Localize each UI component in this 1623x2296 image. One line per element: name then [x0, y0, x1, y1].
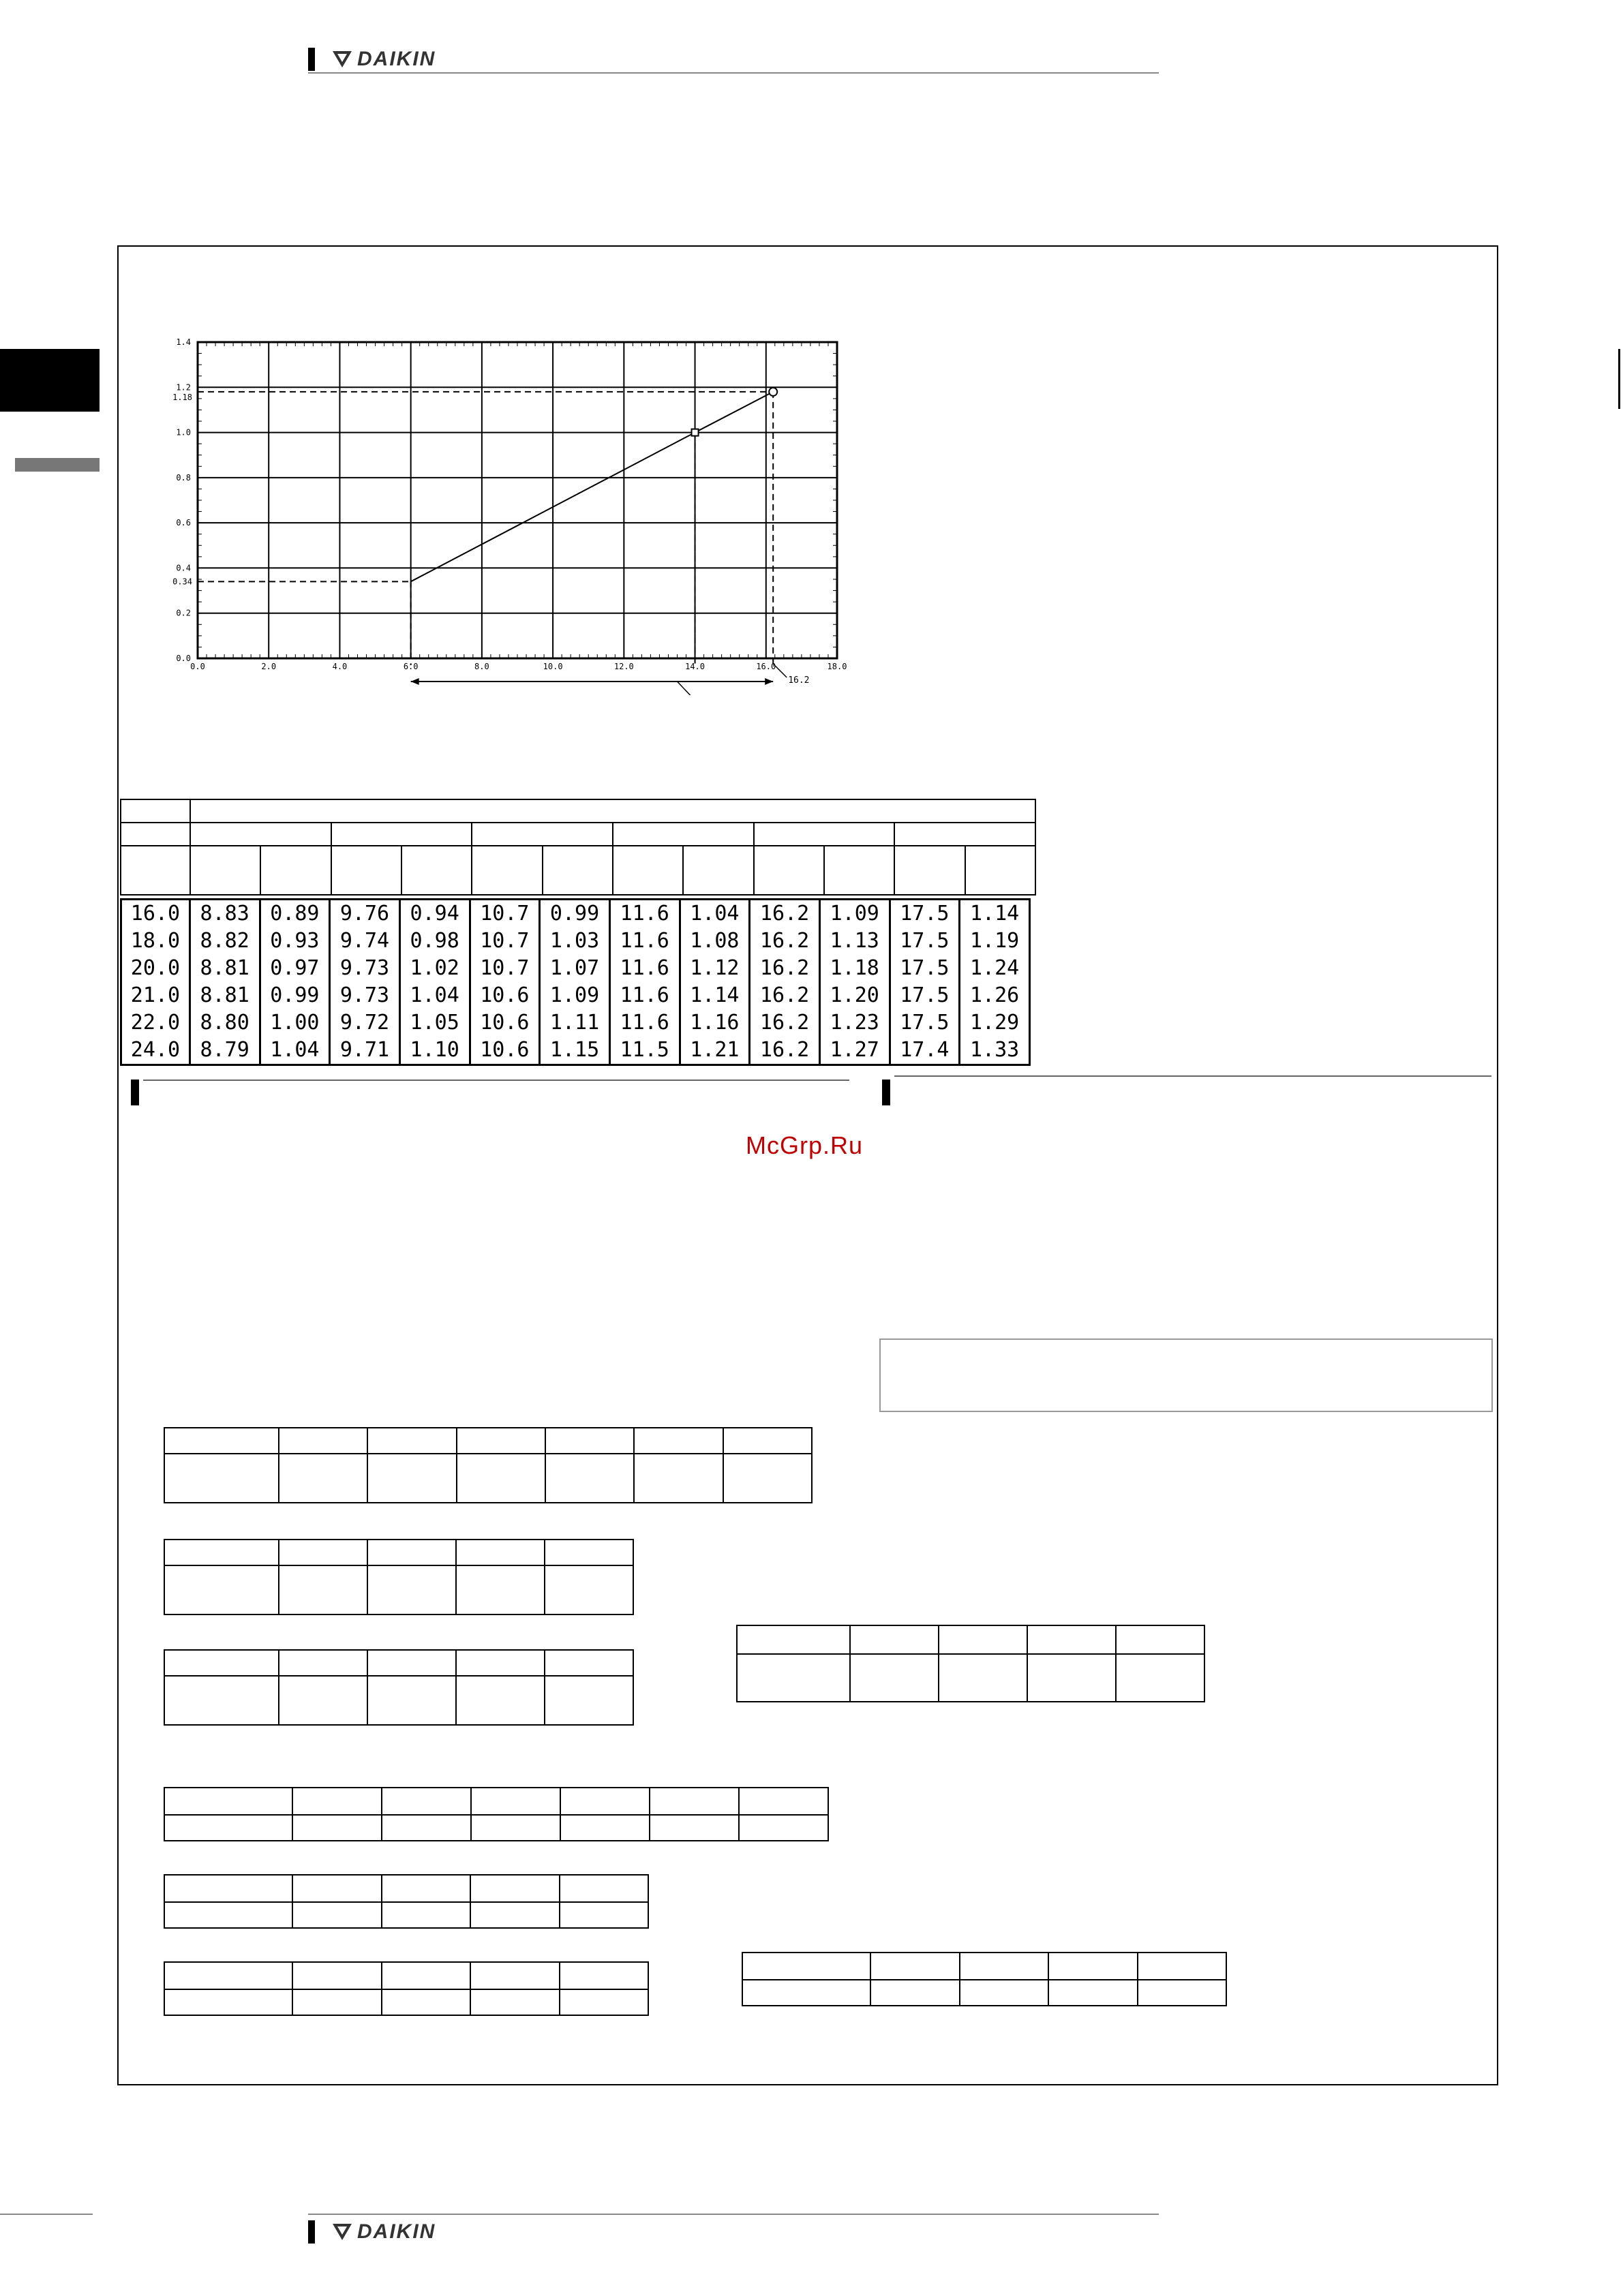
table-row [121, 955, 1030, 982]
footer-logo-bar [308, 2220, 315, 2244]
table-cell: 1.13 [819, 928, 890, 955]
table-cell: 16.2 [750, 955, 820, 982]
table-row [121, 900, 1030, 928]
y-tick-label: 0.8 [176, 472, 191, 483]
section-marker-right [882, 1080, 890, 1105]
table-cell: 10.6 [470, 982, 540, 1009]
table-cell: 1.12 [680, 955, 750, 982]
table-cell: 1.20 [819, 982, 890, 1009]
table-cell: 11.5 [609, 1037, 680, 1065]
x-tick-label: 6.0 [403, 662, 419, 671]
table-cell: 0.94 [399, 900, 470, 928]
table-cell: 1.09 [819, 900, 890, 928]
table-cell: 21.0 [121, 982, 190, 1009]
table-row [121, 928, 1030, 955]
daikin-logo-icon [330, 50, 353, 69]
table-cell: 16.2 [750, 928, 820, 955]
table-cell: 1.11 [540, 1009, 610, 1037]
table-cell: 1.04 [260, 1037, 330, 1065]
table-cell: 17.5 [890, 1009, 960, 1037]
x-tick-label: 16.0 [756, 662, 776, 671]
header-rule [308, 72, 1159, 74]
table-cell: 1.33 [960, 1037, 1030, 1065]
section-marker-left [131, 1080, 139, 1105]
data-table [120, 898, 1031, 1066]
blank-table-4 [736, 1625, 1205, 1702]
table-cell: 1.26 [960, 982, 1030, 1009]
table-cell: 1.24 [960, 955, 1030, 982]
y-tick-label: 1.4 [176, 337, 191, 347]
y-tick-label: 0.6 [176, 518, 191, 528]
table-cell: 9.73 [330, 955, 400, 982]
range-arrowhead [765, 678, 773, 685]
footer-logo [308, 2220, 436, 2244]
table-cell: 0.93 [260, 928, 330, 955]
x-tick-label: 2.0 [261, 662, 277, 671]
data-point [769, 388, 777, 396]
blank-table-8 [742, 1952, 1227, 2006]
table-cell: 17.5 [890, 955, 960, 982]
table-cell: 11.6 [609, 982, 680, 1009]
table-cell: 1.19 [960, 928, 1030, 955]
table-cell: 8.80 [189, 1009, 260, 1037]
table-cell: 0.99 [260, 982, 330, 1009]
table-cell: 10.6 [470, 1009, 540, 1037]
x-tick-label: 14.0 [685, 662, 706, 671]
table-cell: 8.83 [189, 900, 260, 928]
table-cell: 17.5 [890, 928, 960, 955]
note-box [879, 1338, 1493, 1412]
table-cell: 16.2 [750, 1037, 820, 1065]
footer-rule [308, 2214, 1159, 2215]
blank-table-2 [164, 1539, 634, 1615]
section-tab [0, 349, 100, 412]
table-cell: 11.6 [609, 1009, 680, 1037]
table-cell: 9.71 [330, 1037, 400, 1065]
table-cell: 9.74 [330, 928, 400, 955]
table-cell: 1.08 [680, 928, 750, 955]
header-logo [308, 48, 436, 71]
table-cell: 8.82 [189, 928, 260, 955]
section-rule-left [143, 1080, 849, 1081]
table-cell: 22.0 [121, 1009, 190, 1037]
table-cell: 1.00 [260, 1009, 330, 1037]
table-cell: 8.81 [189, 982, 260, 1009]
table-cell: 0.89 [260, 900, 330, 928]
table-cell: 11.6 [609, 900, 680, 928]
table-cell: 10.7 [470, 900, 540, 928]
table-cell: 10.7 [470, 955, 540, 982]
table-cell: 10.6 [470, 1037, 540, 1065]
table-cell: 24.0 [121, 1037, 190, 1065]
table-cell: 1.04 [399, 982, 470, 1009]
table-cell: 1.18 [819, 955, 890, 982]
table-cell: 1.10 [399, 1037, 470, 1065]
blank-table-3 [164, 1649, 634, 1726]
daikin-logo-icon [330, 2222, 353, 2241]
data-point [692, 429, 699, 436]
table-row [121, 1009, 1030, 1037]
table-cell: 1.14 [960, 900, 1030, 928]
table-cell: 1.03 [540, 928, 610, 955]
section-rule-right [894, 1075, 1491, 1077]
table-row [121, 982, 1030, 1009]
table-cell: 16.2 [750, 1009, 820, 1037]
y-tick-label: 1.0 [176, 427, 191, 438]
table-cell: 9.76 [330, 900, 400, 928]
table-cell: 1.05 [399, 1009, 470, 1037]
table-cell: 17.4 [890, 1037, 960, 1065]
annotation-16.2: 16.2 [788, 675, 810, 686]
series-line [411, 392, 774, 581]
table-cell: 1.27 [819, 1037, 890, 1065]
section-tab-grey [15, 458, 100, 472]
table-cell: 18.0 [121, 928, 190, 955]
table-cell: 0.97 [260, 955, 330, 982]
table-cell: 1.21 [680, 1037, 750, 1065]
table-cell: 1.29 [960, 1009, 1030, 1037]
annotation-0.34: 0.34 [172, 577, 192, 587]
table-cell: 16.0 [121, 900, 190, 928]
watermark: McGrp.Ru [746, 1131, 864, 1159]
table-cell: 0.99 [540, 900, 610, 928]
plot-frame [198, 342, 837, 658]
table-cell: 1.14 [680, 982, 750, 1009]
y-tick-label: 1.2 [176, 382, 191, 393]
y-tick-label: 0.4 [176, 563, 191, 573]
blank-table-6 [164, 1874, 649, 1929]
table-row [121, 1037, 1030, 1065]
table-cell: 16.2 [750, 982, 820, 1009]
footer-brand: DAIKIN [357, 2220, 436, 2243]
range-arrowhead [411, 678, 419, 685]
correction-chart [157, 334, 866, 695]
x-tick-label: 8.0 [474, 662, 489, 671]
header-logo-bar [308, 48, 315, 71]
x-tick-label: 18.0 [827, 662, 847, 671]
x-tick-label: 4.0 [332, 662, 348, 671]
footer-left-rule [0, 2214, 93, 2215]
table-cell: 1.15 [540, 1037, 610, 1065]
table-cell: 8.81 [189, 955, 260, 982]
table-cell: 1.16 [680, 1009, 750, 1037]
table-cell: 11.6 [609, 928, 680, 955]
leader-line [678, 682, 692, 695]
x-tick-label: 12.0 [613, 662, 634, 671]
table-cell: 9.72 [330, 1009, 400, 1037]
table-cell: 16.2 [750, 900, 820, 928]
table-cell: 1.07 [540, 955, 610, 982]
annotation-1.18: 1.18 [172, 392, 192, 402]
table-cell: 20.0 [121, 955, 190, 982]
table-cell: 9.73 [330, 982, 400, 1009]
x-tick-label: 10.0 [543, 662, 563, 671]
data-table-header [120, 799, 1036, 896]
table-cell: 10.7 [470, 928, 540, 955]
blank-table-5 [164, 1787, 829, 1841]
blank-table-7 [164, 1961, 649, 2016]
y-tick-label: 0.2 [176, 608, 191, 618]
y-tick-label: 0.0 [176, 654, 191, 663]
table-cell: 11.6 [609, 955, 680, 982]
table-cell: 1.23 [819, 1009, 890, 1037]
table-cell: 17.5 [890, 982, 960, 1009]
table-cell: 17.5 [890, 900, 960, 928]
table-cell: 8.79 [189, 1037, 260, 1065]
x-tick-label: 0.0 [190, 662, 205, 671]
table-cell: 0.98 [399, 928, 470, 955]
blank-table-1 [164, 1427, 813, 1503]
header-brand: DAIKIN [357, 48, 436, 70]
right-edge-mark [1618, 349, 1620, 409]
table-cell: 1.09 [540, 982, 610, 1009]
table-cell: 1.04 [680, 900, 750, 928]
table-cell: 1.02 [399, 955, 470, 982]
